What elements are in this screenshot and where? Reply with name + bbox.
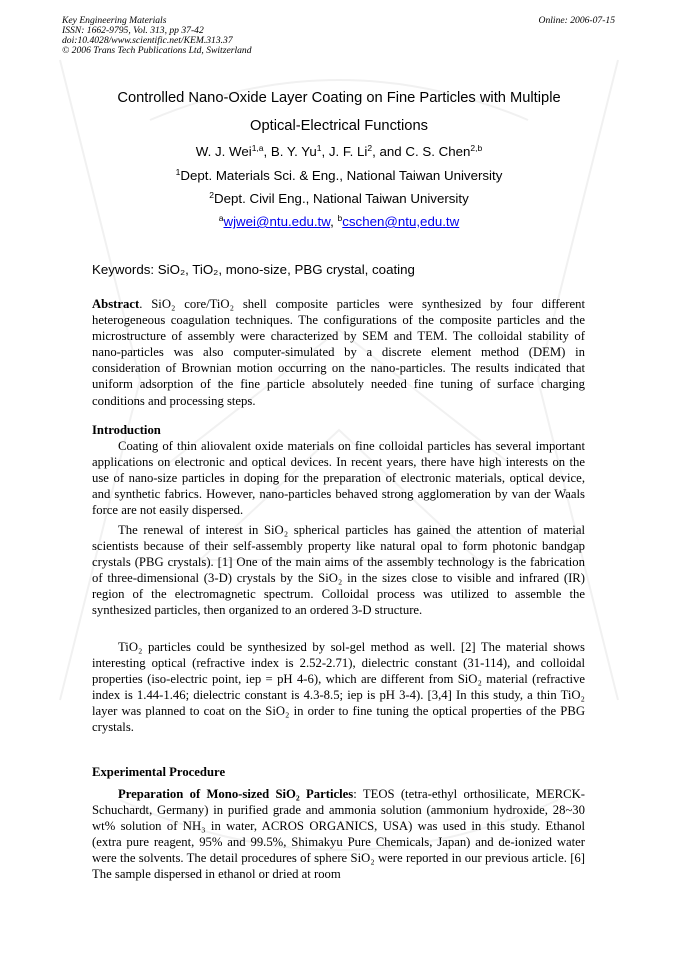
- email-link[interactable]: wjwei@ntu.edu.tw: [223, 214, 331, 229]
- author-separator: ,: [263, 144, 271, 159]
- abstract: [92, 296, 585, 409]
- author-name: J. F. Li: [328, 144, 368, 159]
- email-mark: a: [218, 213, 224, 223]
- email-mark: b: [337, 213, 343, 223]
- issn-line: ISSN: 1662-9795, Vol. 313, pp 37-42: [62, 25, 204, 36]
- author-separator: , and: [372, 144, 406, 159]
- author-affiliation-mark: 2,b: [470, 143, 483, 153]
- author-list: [60, 144, 618, 160]
- email-link[interactable]: cschen@ntu,edu.tw: [342, 214, 460, 229]
- abstract-text: . SiO₂ core/TiO₂ shell composite particles were synthesized by four different heterogeneous coagulation techniques. The configurations of the composite particles and the microstructure of assembly were characterized by SEM and TEM. The colloidal stability of nano-particles was also computer-simulated by a discrete element method (DEM) in consideration of Brownian motion occurring on the nano-particles. The results indicated that uniform adsorption of the fine particle absolutely needed fine tuning of surface charging conditions and processing steps.: [92, 297, 585, 408]
- affiliation-2: [60, 191, 618, 207]
- journal-name: Key Engineering Materials: [62, 15, 167, 26]
- abstract-label: Abstract: [92, 297, 140, 311]
- doi-line: doi:10.4028/www.scientific.net/KEM.313.37: [62, 35, 233, 46]
- email-list: $^a$wjwei@ntu.edu.tw, $^b$cschen@ntu,edu.tw: [218, 213, 460, 229]
- author-affiliation-mark: 1,a: [251, 143, 264, 153]
- section-heading-introduction: Introduction: [92, 423, 161, 437]
- author-affiliation-mark: 1: [316, 143, 322, 153]
- affiliation-mark: 1: [175, 167, 181, 177]
- author-name: W. J. Wei: [195, 144, 252, 159]
- author-separator: ,: [321, 144, 329, 159]
- experimental-text: : TEOS (tetra-ethyl orthosilicate, MERCK- Schuchardt, Germany) in purified grade and ammonia solution (ammonium hydroxide, 28~30 wt% solution of NH₃ in water, ACROS ORGANICS, USA) was used in this study. Ethanol (extra pure reagent, 95% and 99.5%, Shimakyu Pure Chemicals, Japan) and de-ionized water were the solvents. The detail procedures of sphere SiO₂ were reported in our previous article. [6] The sample dispersed in ethanol or dried at room: [92, 787, 585, 882]
- affiliation-1: [60, 168, 618, 184]
- keywords-label: Keywords:: [92, 262, 155, 277]
- affiliation-text: Dept. Civil Eng., National Taiwan University: [214, 191, 469, 206]
- copyright-line: © 2006 Trans Tech Publications Ltd, Switzerland: [62, 45, 252, 56]
- paper-title-line-2: Optical-Electrical Functions: [250, 118, 428, 134]
- online-date: Online: 2006-07-15: [538, 15, 615, 26]
- author-name: B. Y. Yu: [270, 144, 317, 159]
- introduction-paragraph-1: Coating of thin aliovalent oxide materials on fine colloidal particles has several important applications on electronic and optical devices. In recent years, there have high interests on the use of nano-size particles in doping for the preparation of electronic materials, optical device, and synthetic fabrics. However, nano-particles behaved strong agglomeration by van der Waals force are not easily dispersed.: [92, 439, 585, 518]
- introduction-paragraph-2: The renewal of interest in SiO₂ spherical particles has gained the attention of material scientists because of their self-assembly property like natural opal to form photonic bandgap crystals (PBG crystals). [1] One of the main aims of the assembly technology is the fabrication of three-dimensional (3-D) crystals by the SiO₂ in the sizes close to visible and infrared (IR) region of the electromagnetic spectrum. Colloidal process was utilized to assemble the synthesized particles, then organized to an ordered 3-D structure.: [92, 523, 585, 618]
- affiliation-text: Dept. Materials Sci. & Eng., National Taiwan University: [180, 168, 503, 183]
- keywords-text: SiO₂, TiO₂, mono-size, PBG crystal, coating: [157, 262, 415, 277]
- introduction-paragraph-3: TiO₂ particles could be synthesized by sol-gel method as well. [2] The material shows interesting optical (refractive index is 2.52-2.71), dielectric constant (31-114), and colloidal properties (iso-electric point, iep = pH 4-6), which are different from SiO₂ material (refractive index is 1.44-1.46; dielectric constant is 4.3-8.5; iep is pH 3-4). [3,4] In this study, a thin TiO₂ layer was planned to coat on the SiO₂ in order to fine tuning the optical properties of the PBG crystals.: [92, 640, 585, 735]
- affiliation-mark: 2: [209, 190, 214, 200]
- author-affiliation-mark: 2: [367, 143, 373, 153]
- experimental-paragraph-1: [92, 786, 585, 883]
- subsection-heading: Preparation of Mono-sized SiO₂ Particles: [118, 787, 354, 801]
- keywords: [92, 262, 415, 278]
- journal-info: [62, 16, 252, 56]
- paper-title-line-1: Controlled Nano-Oxide Layer Coating on Fine Particles with Multiple: [117, 90, 561, 106]
- section-heading-experimental: Experimental Procedure: [92, 765, 226, 779]
- author-name: C. S. Chen: [405, 144, 471, 159]
